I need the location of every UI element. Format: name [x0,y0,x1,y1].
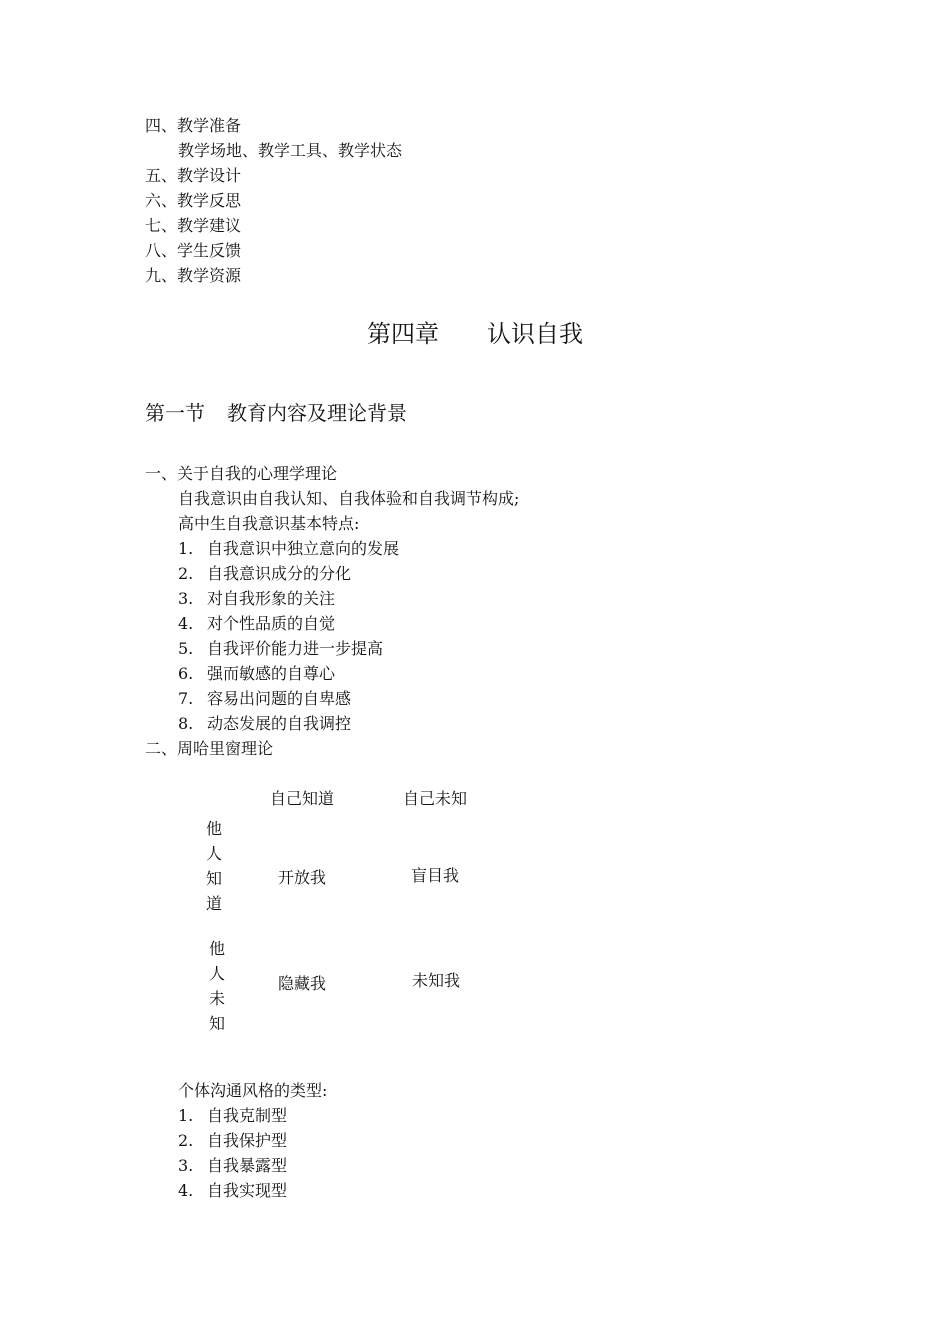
chapter-name: 认识自我 [487,320,583,348]
feature-item [178,714,351,734]
style-number: 4. [178,1181,194,1200]
johari-row-others-known [204,816,224,916]
row-char: 他 [208,939,225,958]
part1-heading: 一、关于自我的心理学理论 [145,464,338,483]
johari-row-others-unknown [207,936,227,1036]
feature-item [178,589,335,609]
feature-text: 容易出问题的自卑感 [207,689,352,708]
outline-item-5: 五、教学设计 [145,166,242,185]
style-text: 自我暴露型 [207,1156,288,1175]
feature-number: 4. [178,614,194,633]
outline-item-8: 八、学生反馈 [145,241,242,260]
row-char: 知 [205,869,222,888]
feature-text: 动态发展的自我调控 [207,714,352,733]
outline-item-7: 七、教学建议 [145,216,242,235]
feature-item [178,664,335,684]
section-title [145,399,407,427]
feature-item [178,689,351,709]
feature-text: 对自我形象的关注 [207,589,336,608]
style-number: 3. [178,1156,194,1175]
feature-text: 自我评价能力进一步提高 [207,639,384,658]
part1-paragraph-2: 高中生自我意识基本特点: [178,514,360,533]
chapter-number: 第四章 [367,320,439,348]
style-item [178,1106,287,1126]
feature-number: 1. [178,539,194,558]
outline-item-4: 四、教学准备 [145,116,242,135]
styles-heading: 个体沟通风格的类型: [178,1081,328,1100]
style-text: 自我实现型 [207,1181,288,1200]
style-item [178,1156,287,1176]
feature-item [178,539,399,559]
johari-hidden-self: 隐藏我 [278,974,327,993]
chapter-title [0,318,950,350]
style-number: 1. [178,1106,194,1125]
feature-number: 5. [178,639,194,658]
johari-open-self: 开放我 [278,868,327,887]
part2-heading: 二、周哈里窗理论 [145,739,274,758]
feature-text: 对个性品质的自觉 [207,614,336,633]
feature-number: 7. [178,689,194,708]
feature-item [178,564,351,584]
style-number: 2. [178,1131,194,1150]
feature-number: 2. [178,564,194,583]
johari-unknown-self: 未知我 [412,971,461,990]
feature-number: 8. [178,714,194,733]
feature-text: 自我意识中独立意向的发展 [207,539,400,558]
row-char: 知 [208,1014,225,1033]
feature-text: 强而敏感的自尊心 [207,664,336,683]
style-text: 自我保护型 [207,1131,288,1150]
style-text: 自我克制型 [207,1106,288,1125]
style-item [178,1181,287,1201]
outline-item-6: 六、教学反思 [145,191,242,210]
row-char: 人 [208,964,225,983]
section-number: 第一节 [145,401,205,425]
row-char: 未 [208,989,225,1008]
feature-item [178,614,335,634]
johari-blind-self: 盲目我 [411,866,460,885]
outline-item-4-detail: 教学场地、教学工具、教学状态 [178,141,403,160]
johari-col-self-known: 自己知道 [270,789,335,808]
row-char: 道 [205,894,222,913]
part1-paragraph-1: 自我意识由自我认知、自我体验和自我调节构成; [178,489,520,508]
section-name: 教育内容及理论背景 [227,401,407,425]
style-item [178,1131,287,1151]
feature-text: 自我意识成分的分化 [207,564,352,583]
row-char: 人 [205,844,222,863]
feature-item [178,639,383,659]
outline-item-9: 九、教学资源 [145,266,242,285]
row-char: 他 [205,819,222,838]
feature-number: 6. [178,664,194,683]
johari-col-self-unknown: 自己未知 [403,789,468,808]
feature-number: 3. [178,589,194,608]
